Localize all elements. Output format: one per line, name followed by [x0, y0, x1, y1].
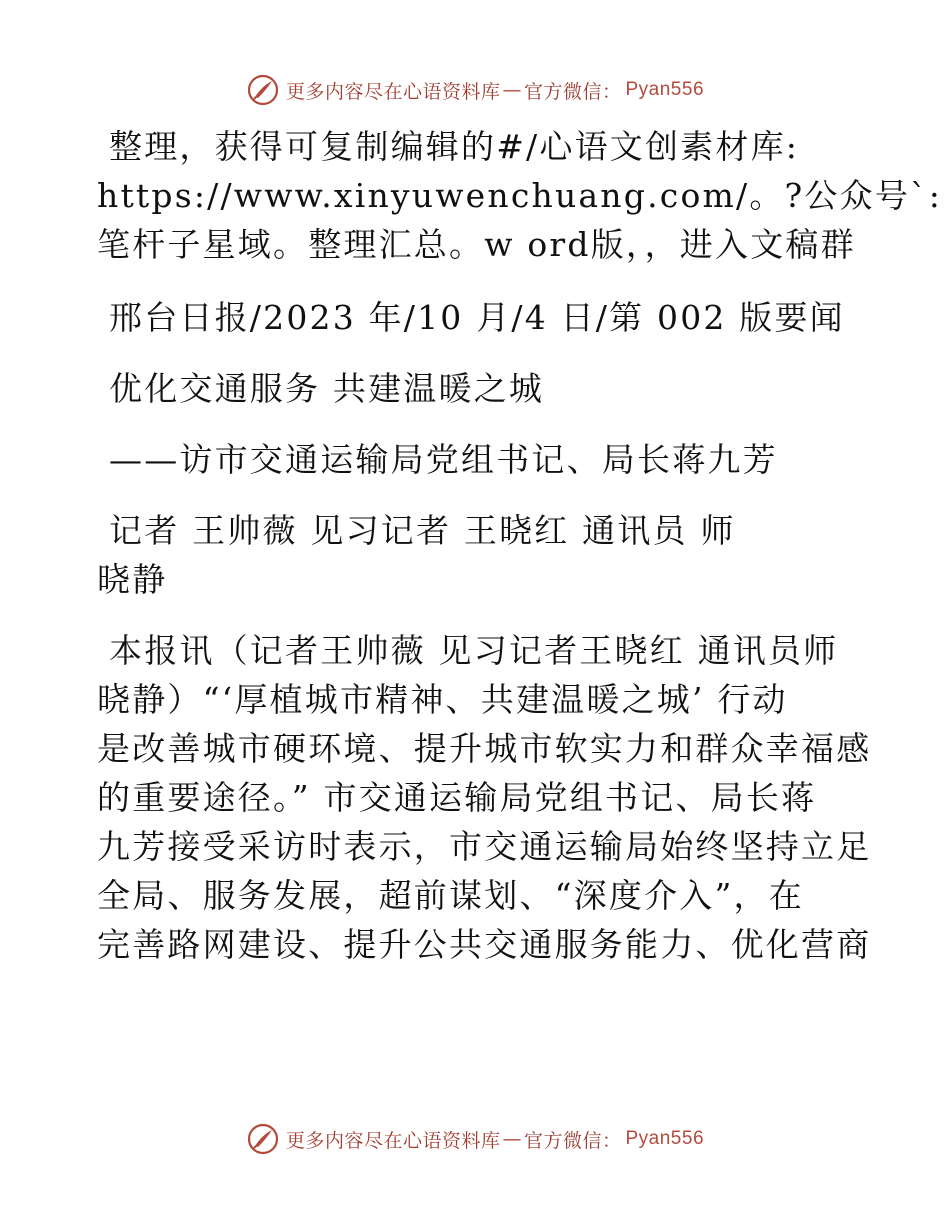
- watermark-separator: —: [502, 79, 522, 101]
- body-line-4: 的重要途径。” 市交通运输局党组书记、局长蒋: [97, 778, 817, 817]
- watermark-label: 官方微信：: [523, 80, 622, 103]
- watermark-brand-text: 更多内容尽在心语资料库: [285, 1129, 501, 1152]
- body-line-2: 晓静）“‘厚植城市精神、共建温暖之城’ 行动: [97, 680, 788, 719]
- watermark-brand-text: 更多内容尽在心语资料库: [285, 80, 501, 103]
- subheadline: ——访市交通运输局党组书记、局长蒋九芳: [109, 440, 778, 479]
- source-line: 邢台日报/2023 年/10 月/4 日/第 002 版要闻: [109, 298, 845, 337]
- intro-line-2: https://www.xinyuwenchuang.com/。?公众号`:: [97, 176, 943, 215]
- body-line-6: 全局、服务发展，超前谋划、“深度介入”，在: [97, 876, 804, 915]
- headline: 优化交通服务 共建温暖之城: [109, 369, 545, 408]
- watermark-separator: —: [502, 1128, 522, 1150]
- intro-line-1: 整理，获得可复制编辑的#/心语文创素材库:: [109, 127, 800, 166]
- body-line-5: 九芳接受采访时表示，市交通运输局始终坚持立足: [97, 827, 872, 866]
- byline-line-1: 记者 王帅薇 见习记者 王晓红 通讯员 师: [109, 511, 736, 550]
- brush-pen-logo-icon: [246, 1122, 280, 1156]
- brush-pen-logo-icon: [246, 73, 280, 107]
- byline-line-2: 晓静: [97, 560, 168, 599]
- intro-line-3: 笔杆子星域。整理汇总。w ord版，，进入文稿群: [97, 225, 856, 264]
- body-line-1: 本报讯（记者王帅薇 见习记者王晓红 通讯员师: [109, 631, 839, 670]
- watermark-wechat-id: Pyan556: [625, 1128, 705, 1149]
- body-line-3: 是改善城市硬环境、提升城市软实力和群众幸福感: [97, 729, 872, 768]
- header-watermark: [0, 73, 950, 107]
- body-line-7: 完善路网建设、提升公共交通服务能力、优化营商: [97, 925, 872, 964]
- watermark-wechat-id: Pyan556: [625, 79, 705, 100]
- footer-watermark: [0, 1122, 950, 1156]
- document-body: [97, 122, 943, 969]
- watermark-label: 官方微信：: [523, 1129, 622, 1152]
